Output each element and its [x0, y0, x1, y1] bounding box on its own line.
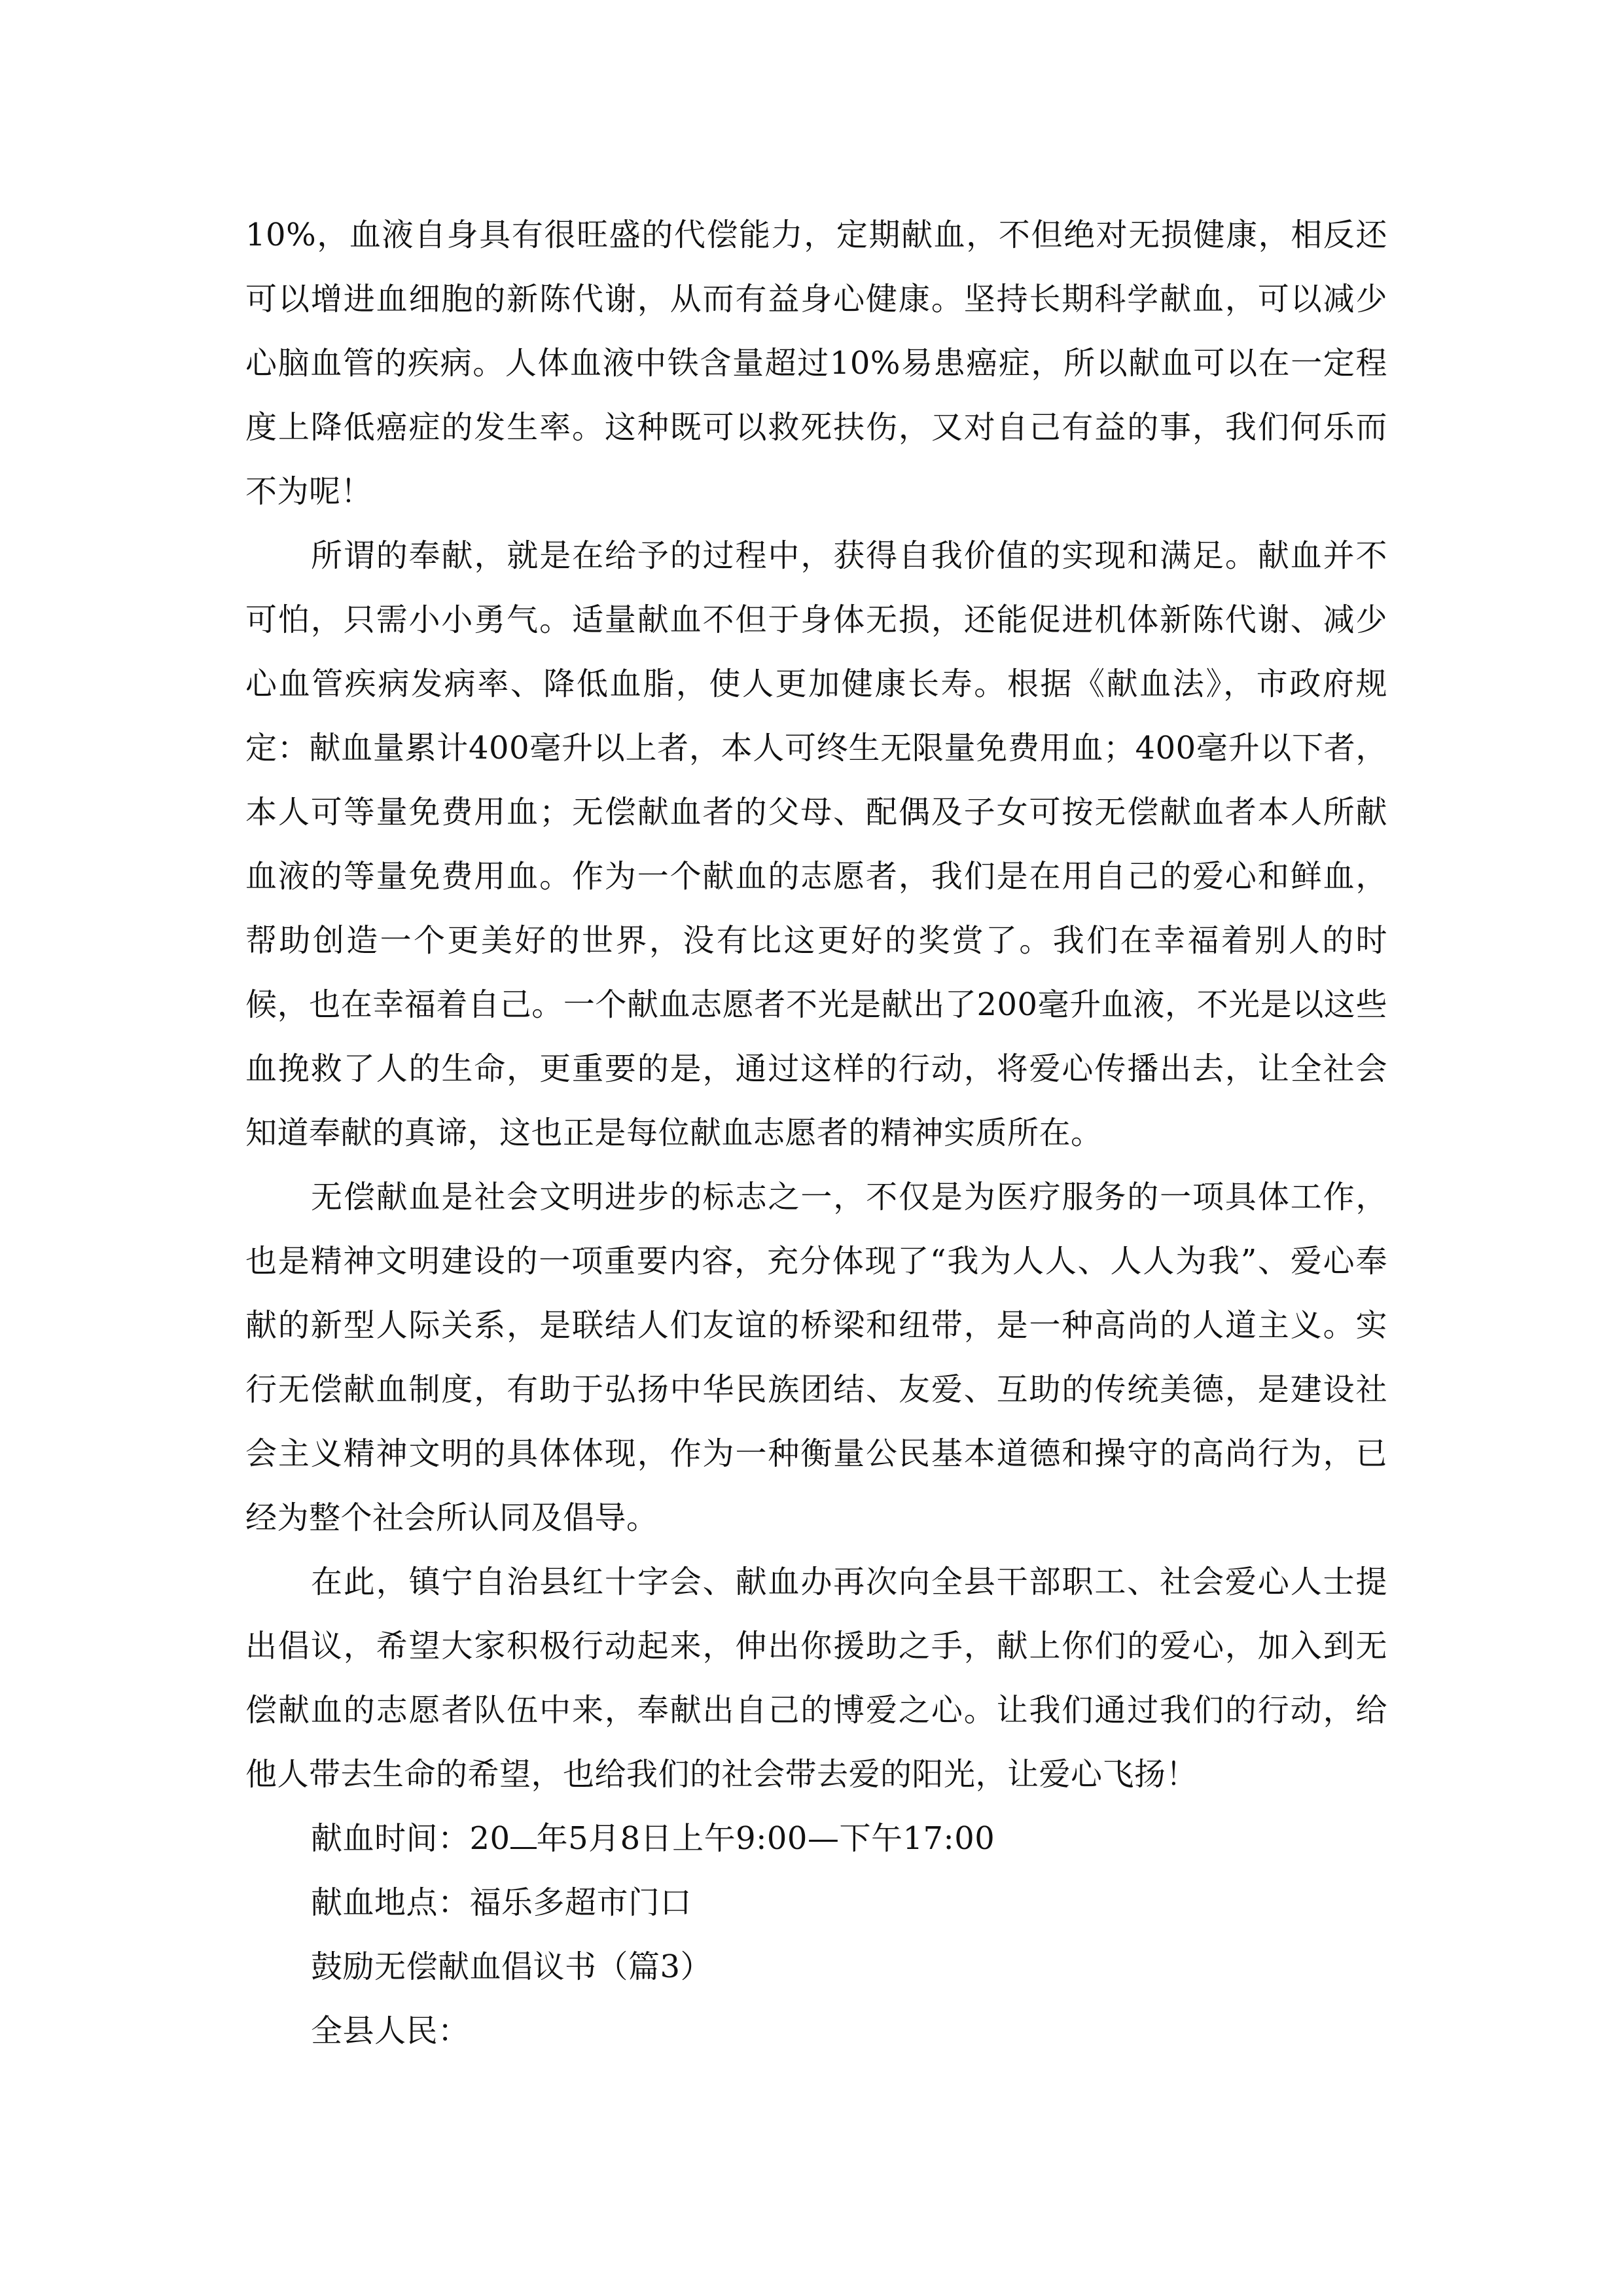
donation-time-prefix: 献血时间：20	[311, 1820, 510, 1857]
paragraph-2: 所谓的奉献，就是在给予的过程中，获得自我价值的实现和满足。献血并不可怕，只需小小勇气。适量献血不但于身体无损，还能促进机体新陈代谢、减少心血管疾病发病率、降低血脂，使人更加健康长寿。根据《献血法》，市政府规定：献血量累计400毫升以上者，本人可终生无限量免费用血；400毫升以下者，本人可等量免费用血；无偿献血者的父母、配偶及子女可按无偿献血者本人所献血液的等量免费用血。作为一个献血的志愿者，我们是在用自己的爱心和鲜血，帮助创造一个更美好的世界，没有比这更好的奖赏了。我们在幸福着别人的时候，也在幸福着自己。一个献血志愿者不光是献出了200毫升血液，不光是以这些血挽救了人的生命，更重要的是，通过这样的行动，将爱心传播出去，让全社会知道奉献的真谛，这也正是每位献血志愿者的精神实质所在。	[245, 537, 1387, 1151]
donation-time-line	[245, 1806, 1387, 1871]
next-section-title: 鼓励无偿献血倡议书（篇3）	[311, 1948, 713, 1985]
paragraph-1: 10%，血液自身具有很旺盛的代偿能力，定期献血，不但绝对无损健康，相反还可以增进血细胞的新陈代谢，从而有益身心健康。坚持长期科学献血，可以减少心脑血管的疾病。人体血液中铁含量超过10%易患癌症，所以献血可以在一定程度上降低癌症的发生率。这种既可以救死扶伤，又对自己有益的事，我们何乐而不为呢！	[245, 217, 1387, 510]
donation-location-line: 献血地点：福乐多超市门口	[311, 1884, 692, 1921]
paragraph-4: 在此，镇宁自治县红十字会、献血办再次向全县干部职工、社会爱心人士提出倡议，希望大家积极行动起来，伸出你援助之手，献上你们的爱心，加入到无偿献血的志愿者队伍中来，奉献出自己的博爱之心。让我们通过我们的行动，给他人带去生命的希望，也给我们的社会带去爱的阳光，让爱心飞扬！	[245, 1564, 1387, 1793]
paragraph-3: 无偿献血是社会文明进步的标志之一，不仅是为医疗服务的一项具体工作，也是精神文明建设的一项重要内容，充分体现了“我为人人、人人为我”、爱心奉献的新型人际关系，是联结人们友谊的桥梁和纽带，是一种高尚的人道主义。实行无偿献血制度，有助于弘扬中华民族团结、友爱、互助的传统美德，是建设社会主义精神文明的具体体现，作为一种衡量公民基本道德和操守的高尚行为，已经为整个社会所认同及倡导。	[245, 1179, 1387, 1536]
year-blank	[510, 1818, 537, 1849]
donation-time-suffix: 年5月8日上午9:00—下午17:00	[536, 1820, 995, 1857]
document-page	[245, 203, 1387, 2063]
salutation: 全县人民：	[311, 2013, 470, 2049]
